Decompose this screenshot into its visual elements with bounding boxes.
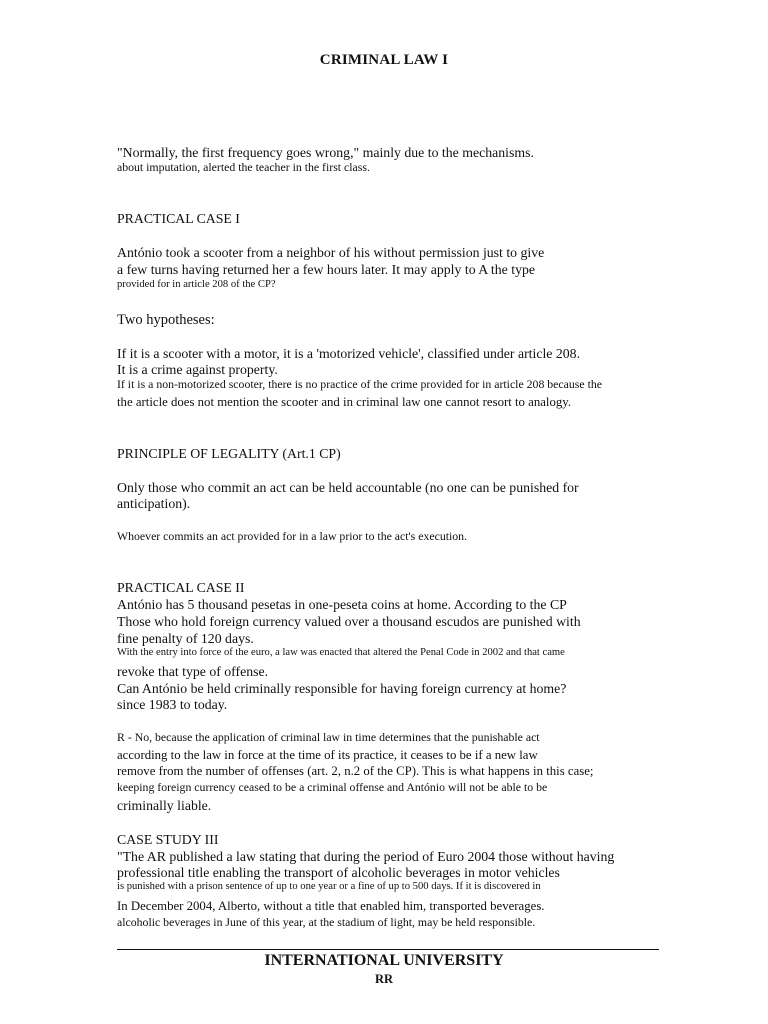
text-line: Can António be held criminally responsible for having foreign currency at home? (117, 681, 567, 696)
text-line: provided for in article 208 of the CP? (117, 279, 276, 290)
text-line: With the entry into force of the euro, a law was enacted that altered the Penal Code in 2002 and that came (117, 647, 565, 658)
text-line: about imputation, alerted the teacher in the first class. (117, 160, 370, 174)
text-line: In December 2004, Alberto, without a title that enabled him, transported beverages. (117, 899, 545, 913)
text-line: António has 5 thousand pesetas in one-peseta coins at home. According to the CP (117, 597, 567, 612)
text-line: remove from the number of offenses (art. 2, n.2 of the CP). This is what happens in this case; (117, 764, 594, 778)
text-line: Two hypotheses: (117, 312, 215, 328)
section-heading: PRACTICAL CASE I (117, 211, 240, 226)
section-heading: CASE STUDY III (117, 832, 219, 847)
text-line: anticipation). (117, 496, 191, 511)
text-line: Whoever commits an act provided for in a law prior to the act's execution. (117, 529, 468, 543)
text-line: "Normally, the first frequency goes wrong," mainly due to the mechanisms. (117, 145, 534, 160)
text-line: alcoholic beverages in June of this year, at the stadium of light, may be held responsible. (117, 915, 536, 929)
text-line: a few turns having returned her a few hours later. It may apply to A the type (117, 262, 535, 277)
text-line: If it is a non-motorized scooter, there is no practice of the crime provided for in article 208 because the (117, 377, 602, 391)
text-line: revoke that type of offense. (117, 664, 269, 679)
footer-divider (117, 949, 659, 950)
text-line: professional title enabling the transport of alcoholic beverages in motor vehicles (117, 865, 560, 880)
text-line: It is a crime against property. (117, 362, 278, 377)
text-line: António took a scooter from a neighbor of his without permission just to give (117, 245, 545, 260)
text-line: fine penalty of 120 days. (117, 631, 254, 646)
section-heading: PRACTICAL CASE II (117, 580, 245, 595)
text-line: If it is a scooter with a motor, it is a 'motorized vehicle', classified under article 208. (117, 346, 581, 361)
footer-institution: INTERNATIONAL UNIVERSITY (264, 952, 504, 969)
text-line: since 1983 to today. (117, 697, 228, 712)
text-line: Those who hold foreign currency valued over a thousand escudos are punished with (117, 614, 581, 629)
section-heading: PRINCIPLE OF LEGALITY (Art.1 CP) (117, 446, 341, 461)
text-line: "The AR published a law stating that during the period of Euro 2004 those without having (117, 849, 615, 864)
text-line: keeping foreign currency ceased to be a criminal offense and António will not be able to be (117, 780, 548, 794)
text-line: according to the law in force at the time of its practice, it ceases to be if a new law (117, 748, 538, 762)
text-line: Only those who commit an act can be held accountable (no one can be punished for (117, 480, 579, 495)
text-line: is punished with a prison sentence of up to one year or a fine of up to 500 days. If it is discovered in (117, 881, 541, 892)
text-line: the article does not mention the scooter and in criminal law one cannot resort to analogy. (117, 395, 572, 409)
footer-initials: RR (374, 972, 394, 986)
text-line: criminally liable. (117, 798, 212, 813)
text-line: R - No, because the application of criminal law in time determines that the punishable act (117, 730, 540, 744)
document-title: CRIMINAL LAW I (319, 52, 449, 68)
